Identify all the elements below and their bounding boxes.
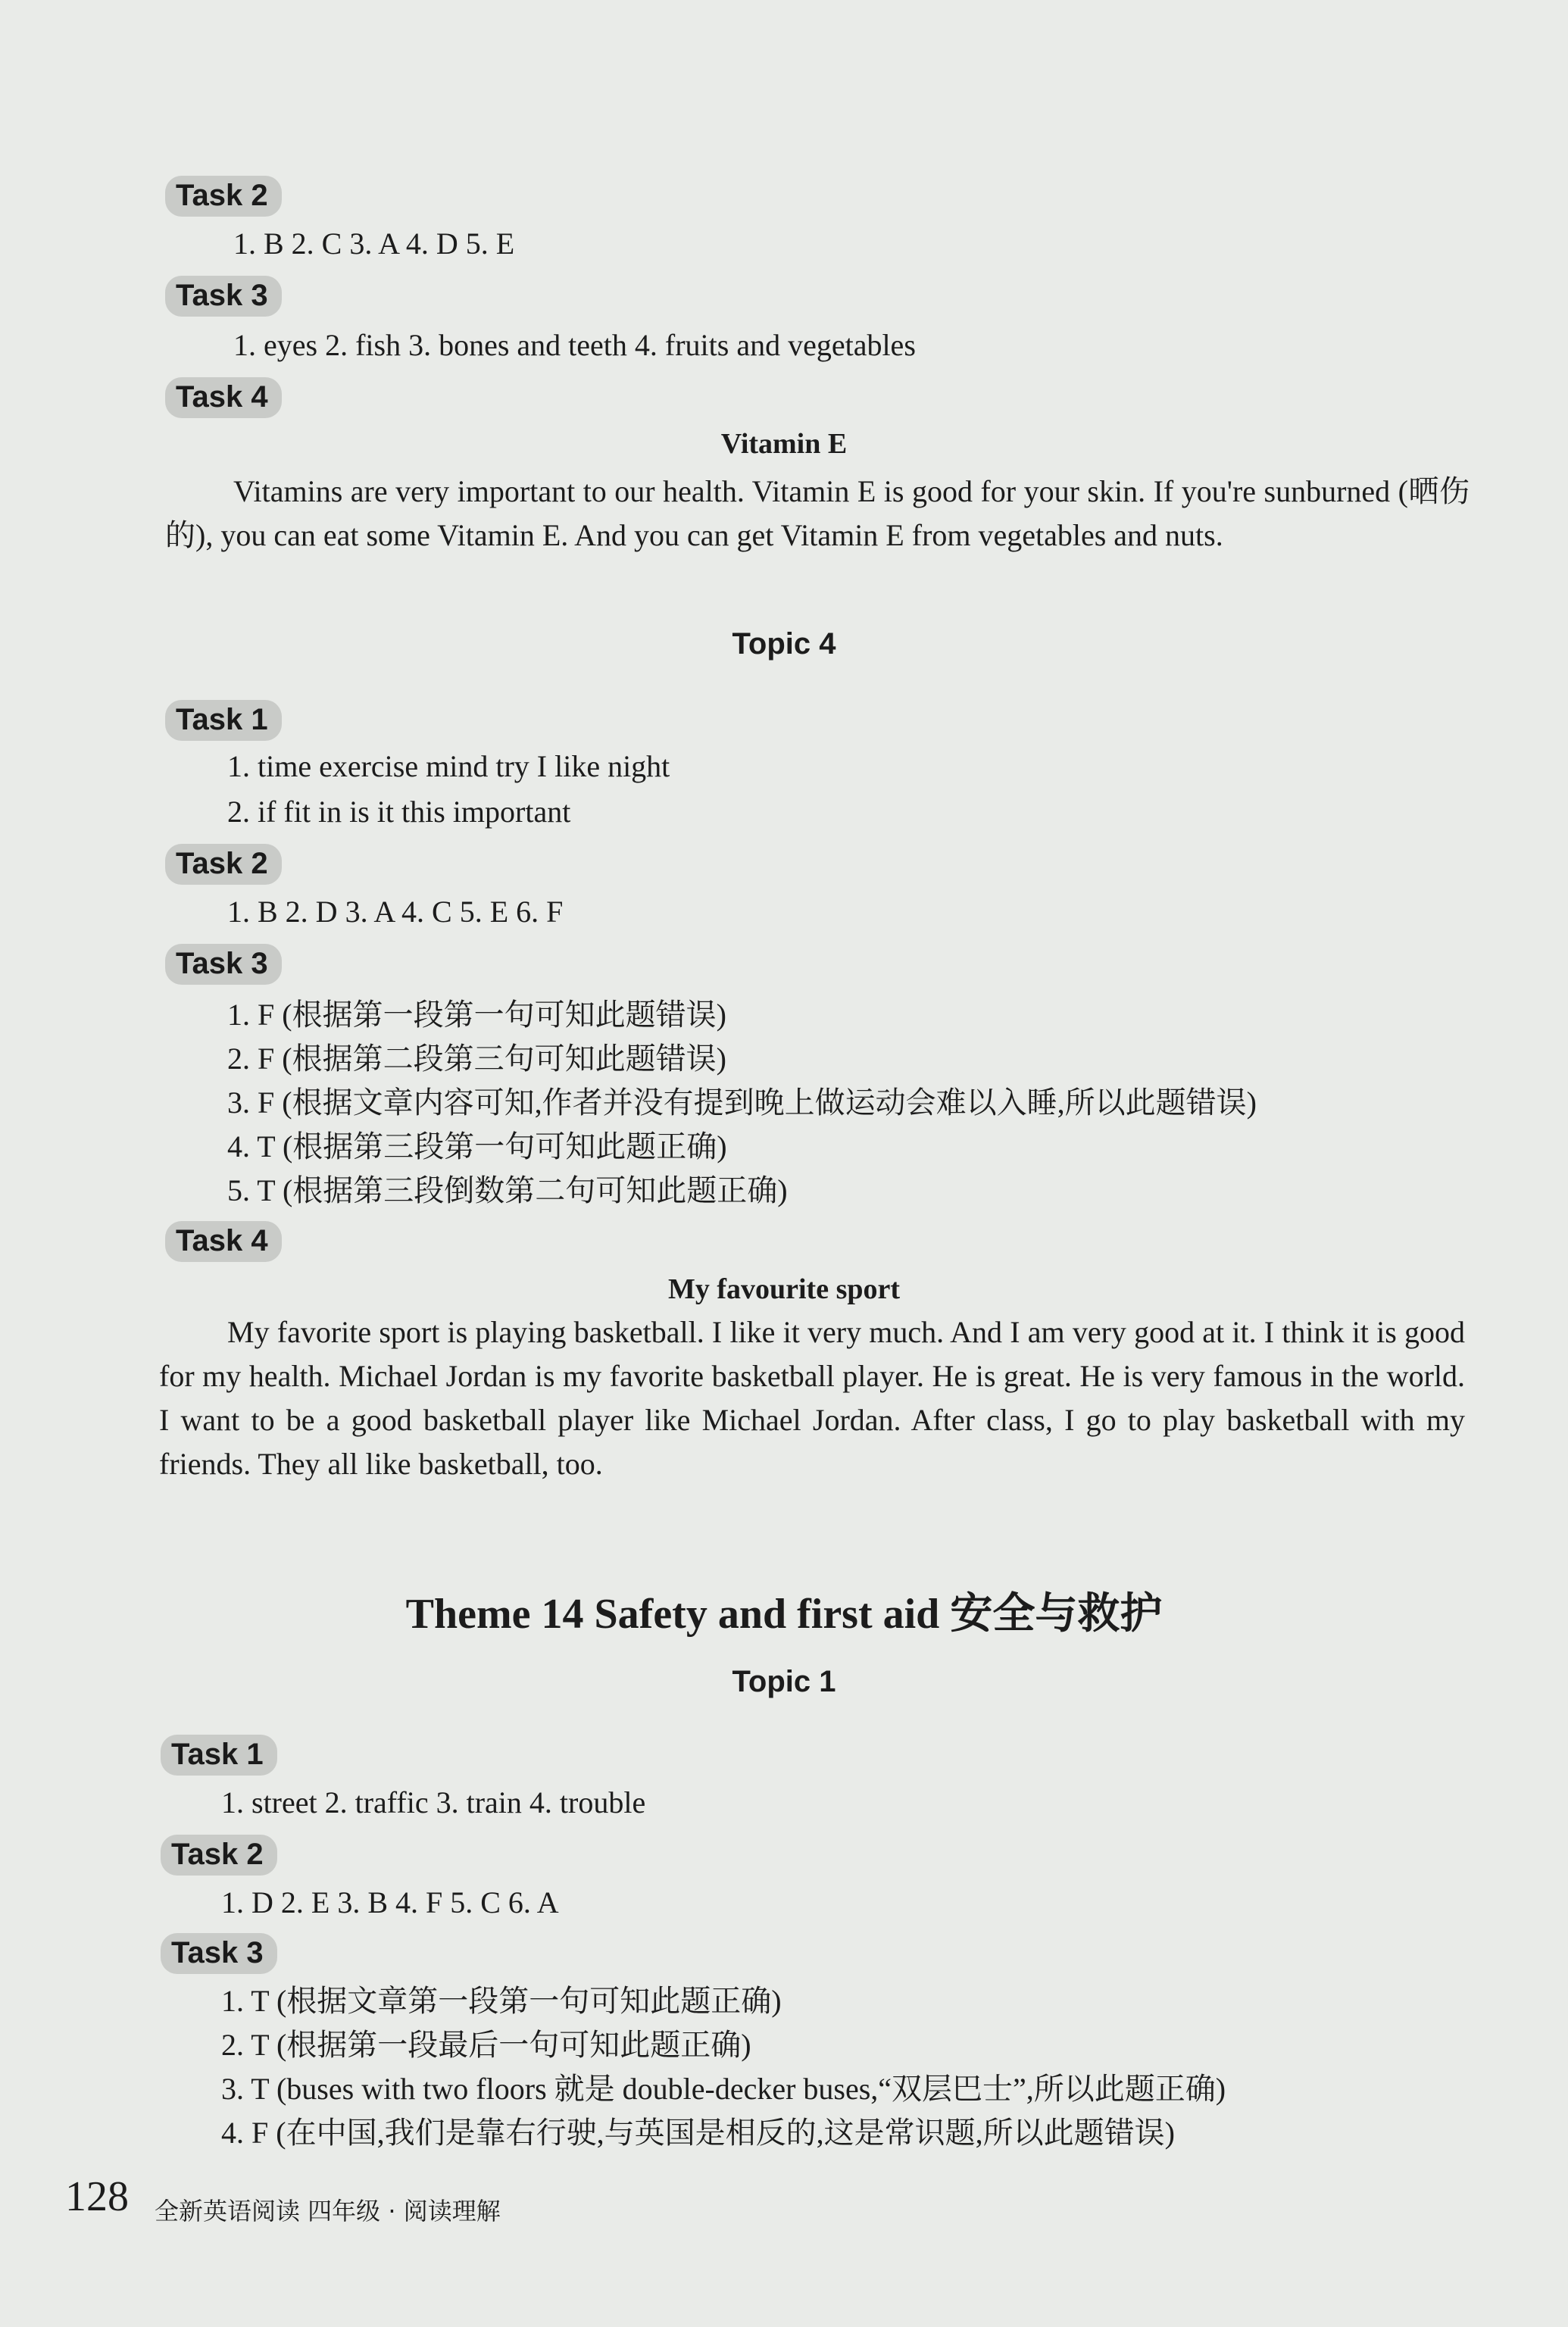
favourite-sport-paragraph: My favorite sport is playing basketball. I like it very much. And I am very good at it. I think it is good for my health. Michael Jordan is my favorite basketball player. He is great. He is very famous in the world. I want to be a good basketball player like Michael Jordan. After class, I go to play basketball with my friends. They all like basketball, too.	[159, 1315, 1465, 1481]
topic4-task-3-label: Task 3	[165, 944, 282, 985]
topic4-task-3-item: 1. F (根据第一段第一句可知此题错误)	[227, 998, 726, 1032]
task-2-answers: 1. B 2. C 3. A 4. D 5. E	[233, 226, 515, 261]
favourite-sport-title: My favourite sport	[667, 1273, 901, 1305]
topic4-task-2-answers: 1. B 2. D 3. A 4. C 5. E 6. F	[227, 895, 564, 929]
topic1-task-2-answers: 1. D 2. E 3. B 4. F 5. C 6. A	[221, 1885, 559, 1919]
task-2-label: Task 2	[165, 176, 282, 217]
topic4-task-1-label: Task 1	[165, 700, 282, 741]
topic1-task-3-item: 2. T (根据第一段最后一句可知此题正确)	[221, 2028, 751, 2062]
topic4-task-3-item: 4. T (根据第三段第一句可知此题正确)	[227, 1129, 727, 1164]
topic-1-title: Topic 1	[732, 1665, 836, 1698]
theme-14-title: Theme 14 Safety and first aid 安全与救护	[405, 1591, 1163, 1638]
topic1-task-1-label: Task 1	[161, 1735, 277, 1776]
topic1-task-3-item: 3. T (buses with two floors 就是 double-decker buses,“双层巴士”,所以此题正确)	[221, 2072, 1226, 2106]
topic1-task-1-answers: 1. street 2. traffic 3. train 4. trouble	[221, 1785, 646, 1819]
vitamin-e-paragraph: Vitamins are very important to our health. Vitamin E is good for your skin. If you're sunburned (晒伤的), you can eat some Vitamin E. And you can get Vitamin E from vegetables and nuts.	[165, 474, 1470, 552]
topic4-task-1-line-2: 2. if fit in is it this important	[227, 795, 571, 829]
topic4-task-4-label: Task 4	[165, 1221, 282, 1262]
topic1-task-3-label: Task 3	[161, 1933, 277, 1974]
page-number: 128	[65, 2173, 129, 2220]
topic1-task-2-label: Task 2	[161, 1835, 277, 1876]
topic-4-title: Topic 4	[732, 627, 836, 661]
topic4-task-2-label: Task 2	[165, 844, 282, 885]
vitamin-e-title: Vitamin E	[720, 428, 848, 460]
task-3-answers: 1. eyes 2. fish 3. bones and teeth 4. fruits and vegetables	[233, 328, 916, 362]
topic1-task-3-item: 1. T (根据文章第一段第一句可知此题正确)	[221, 1984, 782, 2018]
task-4-label: Task 4	[165, 377, 282, 418]
topic4-task-3-item: 3. F (根据文章内容可知,作者并没有提到晚上做运动会难以入睡,所以此题错误)	[227, 1085, 1257, 1120]
topic4-task-3-item: 2. F (根据第二段第三句可知此题错误)	[227, 1042, 726, 1076]
topic4-task-1-line-1: 1. time exercise mind try I like night	[227, 749, 670, 783]
task-3-label: Task 3	[165, 276, 282, 317]
book-title: 全新英语阅读 四年级 · 阅读理解	[155, 2197, 501, 2225]
topic1-task-3-item: 4. F (在中国,我们是靠右行驶,与英国是相反的,这是常识题,所以此题错误)	[221, 2116, 1175, 2150]
topic4-task-3-item: 5. T (根据第三段倒数第二句可知此题正确)	[227, 1173, 788, 1207]
